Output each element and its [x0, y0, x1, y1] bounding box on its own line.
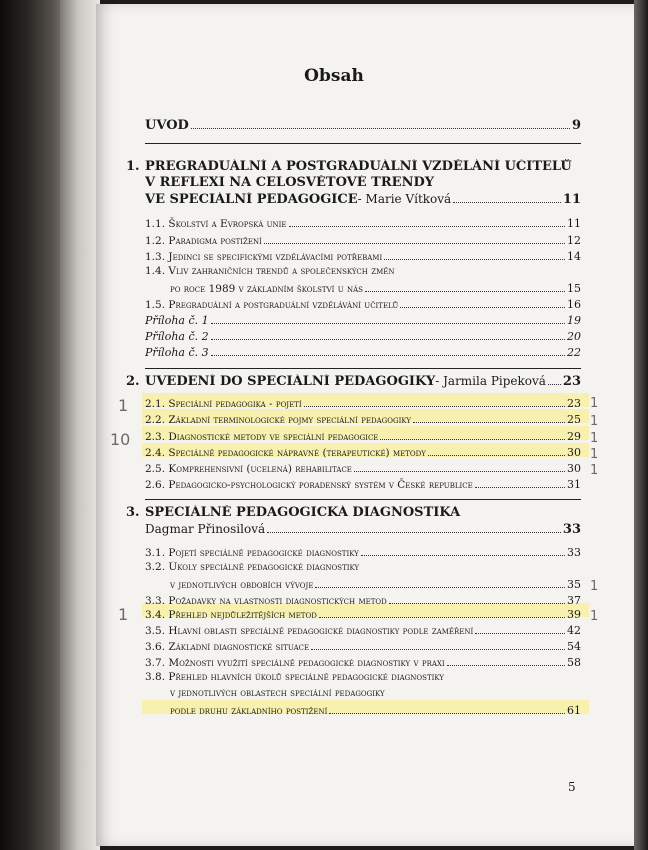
check-mark: 1	[590, 579, 599, 594]
toc-item[interactable]: 2.3. Diagnostické metody ve speciální pedagogice 29	[145, 430, 581, 443]
page-title: Obsah	[304, 66, 364, 86]
toc-item[interactable]: 3.5. Hlavní oblasti speciálně pedagogické diagnostiky podle zaměření 42	[145, 624, 581, 637]
toc-page: 11	[562, 192, 581, 207]
toc-item[interactable]: 1.5. Pregraduální a postgraduální vzdělávání učitelů 16	[145, 298, 581, 311]
toc-attachment[interactable]: Příloha č. 3 22	[145, 346, 581, 359]
dot-leader	[384, 249, 565, 260]
scan-border	[634, 0, 648, 850]
check-mark: 1	[590, 396, 599, 411]
check-mark: 1	[590, 609, 599, 624]
toc-item[interactable]: 3.4. Přehled nejdůležitějších metod 39	[145, 608, 581, 621]
toc-chapter2[interactable]: UVEDENÍ DO SPECIÁLNÍ PEDAGOGIKY - Jarmila Pipeková 23	[145, 374, 581, 389]
dot-leader	[211, 313, 565, 324]
toc-item[interactable]: 2.1. Speciální pedagogika - pojetí 23	[145, 397, 581, 410]
toc-page: 9	[571, 118, 581, 133]
toc-item[interactable]: podle druhu základního postižení 61	[170, 704, 581, 717]
toc-item[interactable]: 1.2. Paradigma postižení 12	[145, 234, 581, 247]
dot-leader	[264, 233, 565, 244]
toc-item[interactable]: 2.2. Základní terminologické pojmy speciální pedagogiky 25	[145, 413, 581, 426]
toc-item[interactable]: 3.2. Úkoly speciálně pedagogické diagnostiky	[145, 561, 360, 573]
dot-leader	[315, 577, 565, 588]
toc-item[interactable]: 1.1. Školství a Evropská unie 11	[145, 217, 581, 230]
toc-item[interactable]: v jednotlivých obdobích vývoje 35	[170, 578, 581, 591]
toc-intro[interactable]	[145, 118, 581, 134]
dot-leader	[428, 445, 565, 456]
toc-chapter3[interactable]	[145, 522, 581, 538]
dot-leader	[211, 345, 565, 356]
dot-leader	[329, 703, 565, 714]
dot-leader	[413, 412, 565, 423]
handwritten-mark: 10	[110, 430, 131, 449]
dot-leader	[267, 522, 561, 533]
toc-label: ÚVOD	[145, 118, 189, 133]
chapter1-title-line2: V REFLEXI NA CELOSVĚTOVÉ TRENDY	[145, 175, 435, 190]
dot-leader	[211, 329, 565, 340]
dot-leader	[475, 477, 565, 488]
toc-item[interactable]: 2.6. Pedagogicko-psychologický poradenský systém v České republice 31	[145, 478, 581, 491]
page-edge	[60, 0, 100, 850]
chapter-author: - Marie Vítková	[357, 192, 452, 206]
dot-leader	[311, 639, 565, 650]
chapter3-title: SPECIÁLNĚ PEDAGOGICKÁ DIAGNOSTIKA	[145, 505, 461, 520]
check-mark: 1	[590, 431, 599, 446]
dot-leader	[389, 593, 565, 604]
dot-leader	[380, 429, 565, 440]
dot-leader	[365, 281, 565, 292]
toc-item[interactable]: 1.4. Vliv zahraničních trendů a společenských změn	[145, 265, 395, 277]
dot-leader	[289, 216, 565, 227]
divider	[145, 143, 581, 144]
toc-page: 23	[562, 374, 581, 389]
dot-leader	[354, 461, 565, 472]
chapter-author: - Jarmila Pipeková	[435, 374, 546, 388]
toc-item[interactable]: 2.5. Komprehensivní (ucelená) rehabilitace 30	[145, 462, 581, 475]
toc-chapter1[interactable]: VE SPECIÁLNÍ PEDAGOGICE - Marie Vítková 11	[145, 192, 581, 207]
check-mark: 1	[590, 414, 599, 429]
toc-item[interactable]: 3.8. Přehled hlavních úkolů speciálně pedagogické diagnostiky	[145, 671, 445, 683]
dot-leader	[400, 297, 565, 308]
toc-item[interactable]: 2.4. Speciálně pedagogické nápravné (terapeutické) metody 30	[145, 446, 581, 459]
dot-leader	[453, 192, 561, 203]
toc-page: 33	[562, 522, 581, 537]
chapter1-title-line1: PREGRADUÁLNÍ A POSTGRADUÁLNÍ VZDĚLÁNÍ UČITELŮ	[145, 159, 572, 174]
dot-leader	[304, 396, 565, 407]
toc-item[interactable]: po roce 1989 v základním školství u nás 15	[170, 282, 581, 295]
dot-leader	[361, 545, 565, 556]
handwritten-mark: 1	[118, 605, 129, 624]
toc-item[interactable]: 1.3. Jedinci se specifickými vzdělávacími potřebami 14	[145, 250, 581, 263]
check-mark: 1	[590, 463, 599, 478]
toc-item[interactable]: 3.1. Pojetí speciálně pedagogické diagnostiky 33	[145, 546, 581, 559]
check-mark: 1	[590, 447, 599, 462]
chapter-author: Dagmar Přinosilová	[145, 522, 266, 536]
toc-item[interactable]: v jednotlivých oblastech speciální pedagogiky	[170, 687, 385, 699]
dot-leader	[191, 118, 570, 129]
toc-attachment[interactable]: Příloha č. 2 20	[145, 330, 581, 343]
divider	[145, 499, 581, 500]
page-number: 5	[568, 780, 576, 794]
dot-leader	[447, 655, 565, 666]
divider	[145, 368, 581, 369]
chapter-number: 2.	[126, 374, 140, 389]
dot-leader	[475, 623, 565, 634]
dot-leader	[319, 607, 565, 618]
dot-leader	[548, 374, 561, 385]
handwritten-mark: 1	[118, 396, 129, 415]
toc-item[interactable]: 3.3. Požadavky na vlastnosti diagnostických metod 37	[145, 594, 581, 607]
chapter-number: 1.	[126, 159, 140, 174]
toc-item[interactable]: 3.7. Možnosti využití speciálně pedagogické diagnostiky v praxi 58	[145, 656, 581, 669]
chapter-number: 3.	[126, 505, 140, 520]
toc-attachment[interactable]: Příloha č. 1 19	[145, 314, 581, 327]
toc-item[interactable]: 3.6. Základní diagnostické situace 54	[145, 640, 581, 653]
